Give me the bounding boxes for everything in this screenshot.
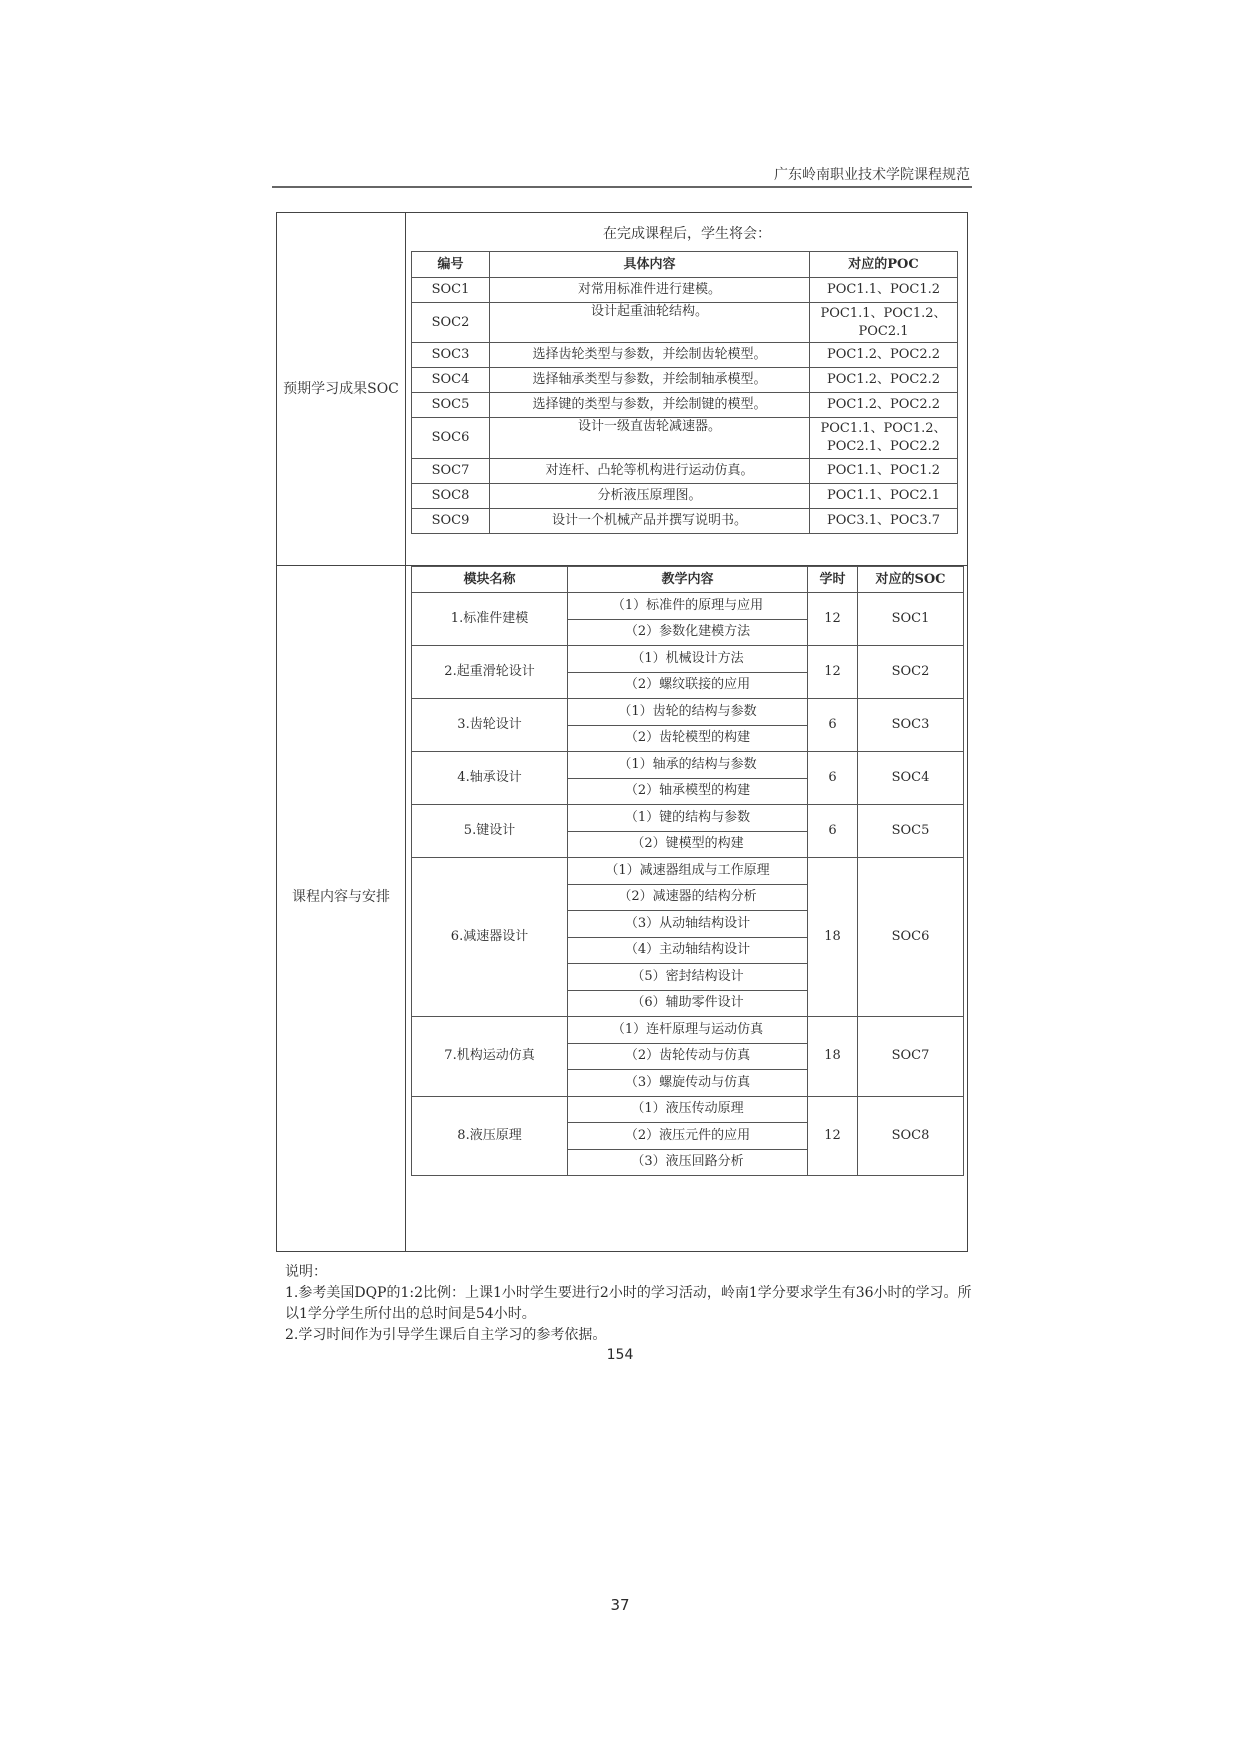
- soc-header-content: 具体内容: [490, 252, 810, 278]
- course-header-soc: 对应的SOC: [858, 567, 964, 593]
- soc-poc: POC1.1、POC1.2、POC2.1: [810, 303, 958, 343]
- module-content: （2）减速器的结构分析: [568, 884, 808, 911]
- inner-page-number: 154: [606, 1347, 634, 1363]
- soc-id: SOC6: [412, 418, 490, 459]
- soc-id: SOC9: [412, 509, 490, 534]
- course-table: [411, 566, 964, 1176]
- soc-row: [412, 484, 958, 509]
- module-hours: 12: [808, 1096, 858, 1176]
- soc-content: 选择键的类型与参数，并绘制键的模型。: [490, 393, 810, 418]
- module-content: （1）减速器组成与工作原理: [568, 858, 808, 885]
- soc-poc: POC1.1、POC1.2: [810, 459, 958, 484]
- soc-content: 设计一级直齿轮减速器。: [490, 418, 810, 459]
- course-row: [412, 1096, 964, 1123]
- module-name: 2.起重滑轮设计: [412, 646, 568, 699]
- course-row: [412, 593, 964, 620]
- soc-poc: POC1.2、POC2.2: [810, 393, 958, 418]
- module-hours: 18: [808, 1017, 858, 1097]
- soc-header-id: 编号: [412, 252, 490, 278]
- course-section-label: 课程内容与安排: [292, 889, 390, 905]
- header-title: 广东岭南职业技术学院课程规范: [774, 167, 970, 183]
- module-soc: SOC1: [858, 593, 964, 646]
- soc-poc: POC1.1、POC1.2: [810, 278, 958, 303]
- module-content: （1）键的结构与参数: [568, 805, 808, 832]
- header-rule: [272, 186, 972, 188]
- module-soc: SOC7: [858, 1017, 964, 1097]
- soc-poc: POC1.1、POC2.1: [810, 484, 958, 509]
- course-row: [412, 699, 964, 726]
- module-hours: 6: [808, 805, 858, 858]
- soc-id: SOC5: [412, 393, 490, 418]
- module-content: （1）标准件的原理与应用: [568, 593, 808, 620]
- module-content: （1）连杆原理与运动仿真: [568, 1017, 808, 1044]
- soc-id: SOC3: [412, 343, 490, 368]
- soc-intro: 在完成课程后，学生将会：: [603, 226, 771, 242]
- soc-poc: POC3.1、POC3.7: [810, 509, 958, 534]
- notes-title: 说明：: [285, 1264, 327, 1280]
- soc-id: SOC8: [412, 484, 490, 509]
- module-content: （3）液压回路分析: [568, 1149, 808, 1176]
- module-content: （2）参数化建模方法: [568, 619, 808, 646]
- soc-header-poc: 对应的POC: [810, 252, 958, 278]
- module-name: 6.减速器设计: [412, 858, 568, 1017]
- soc-content: 选择齿轮类型与参数，并绘制齿轮模型。: [490, 343, 810, 368]
- module-name: 3.齿轮设计: [412, 699, 568, 752]
- module-soc: SOC2: [858, 646, 964, 699]
- note-item: 2.学习时间作为引导学生课后自主学习的参考依据。: [285, 1327, 607, 1343]
- soc-row: [412, 393, 958, 418]
- soc-id: SOC4: [412, 368, 490, 393]
- soc-content: 选择轴承类型与参数，并绘制轴承模型。: [490, 368, 810, 393]
- soc-poc: POC1.1、POC1.2、POC2.1、POC2.2: [810, 418, 958, 459]
- course-row: [412, 805, 964, 832]
- module-content: （2）轴承模型的构建: [568, 778, 808, 805]
- module-content: （1）机械设计方法: [568, 646, 808, 673]
- module-soc: SOC6: [858, 858, 964, 1017]
- soc-row: [412, 343, 958, 368]
- module-content: （5）密封结构设计: [568, 964, 808, 991]
- module-hours: 12: [808, 593, 858, 646]
- soc-content: 设计起重油轮结构。: [490, 303, 810, 343]
- module-hours: 6: [808, 699, 858, 752]
- soc-section-label: 预期学习成果SOC: [283, 381, 399, 397]
- soc-id: SOC7: [412, 459, 490, 484]
- soc-row: [412, 368, 958, 393]
- module-content: （3）从动轴结构设计: [568, 911, 808, 938]
- module-name: 7.机构运动仿真: [412, 1017, 568, 1097]
- module-name: 8.液压原理: [412, 1096, 568, 1176]
- notes: [285, 1262, 975, 1346]
- module-content: （1）齿轮的结构与参数: [568, 699, 808, 726]
- module-soc: SOC3: [858, 699, 964, 752]
- module-content: （1）液压传动原理: [568, 1096, 808, 1123]
- course-row: [412, 646, 964, 673]
- module-soc: SOC4: [858, 752, 964, 805]
- soc-content: 设计一个机械产品并撰写说明书。: [490, 509, 810, 534]
- soc-id: SOC2: [412, 303, 490, 343]
- module-content: （4）主动轴结构设计: [568, 937, 808, 964]
- soc-poc: POC1.2、POC2.2: [810, 368, 958, 393]
- course-spec-table: [276, 212, 968, 1252]
- soc-content: 对连杆、凸轮等机构进行运动仿真。: [490, 459, 810, 484]
- module-name: 4.轴承设计: [412, 752, 568, 805]
- module-name: 5.键设计: [412, 805, 568, 858]
- module-content: （2）螺纹联接的应用: [568, 672, 808, 699]
- soc-content: 对常用标准件进行建模。: [490, 278, 810, 303]
- module-soc: SOC8: [858, 1096, 964, 1176]
- module-content: （6）辅助零件设计: [568, 990, 808, 1017]
- module-hours: 6: [808, 752, 858, 805]
- course-row: [412, 752, 964, 779]
- soc-row: [412, 509, 958, 534]
- page-number: 37: [610, 1596, 630, 1614]
- module-soc: SOC5: [858, 805, 964, 858]
- soc-row: [412, 418, 958, 459]
- module-hours: 12: [808, 646, 858, 699]
- course-row: [412, 858, 964, 885]
- soc-id: SOC1: [412, 278, 490, 303]
- course-row: [412, 1017, 964, 1044]
- module-content: （2）键模型的构建: [568, 831, 808, 858]
- course-header-hours: 学时: [808, 567, 858, 593]
- note-item: 1.参考美国DQP的1:2比例：上课1小时学生要进行2小时的学习活动，岭南1学分要求学生有36小时的学习。所以1学分学生所付出的总时间是54小时。: [285, 1285, 972, 1322]
- module-content: （2）液压元件的应用: [568, 1123, 808, 1150]
- soc-row: [412, 278, 958, 303]
- module-content: （2）齿轮模型的构建: [568, 725, 808, 752]
- course-header-content: 教学内容: [568, 567, 808, 593]
- soc-content: 分析液压原理图。: [490, 484, 810, 509]
- course-header-module: 模块名称: [412, 567, 568, 593]
- module-name: 1.标准件建模: [412, 593, 568, 646]
- soc-poc: POC1.2、POC2.2: [810, 343, 958, 368]
- soc-row: [412, 459, 958, 484]
- module-content: （3）螺旋传动与仿真: [568, 1070, 808, 1097]
- label-column-divider: [405, 213, 406, 1251]
- soc-table: [411, 251, 958, 534]
- module-hours: 18: [808, 858, 858, 1017]
- module-content: （1）轴承的结构与参数: [568, 752, 808, 779]
- module-content: （2）齿轮传动与仿真: [568, 1043, 808, 1070]
- soc-row: [412, 303, 958, 343]
